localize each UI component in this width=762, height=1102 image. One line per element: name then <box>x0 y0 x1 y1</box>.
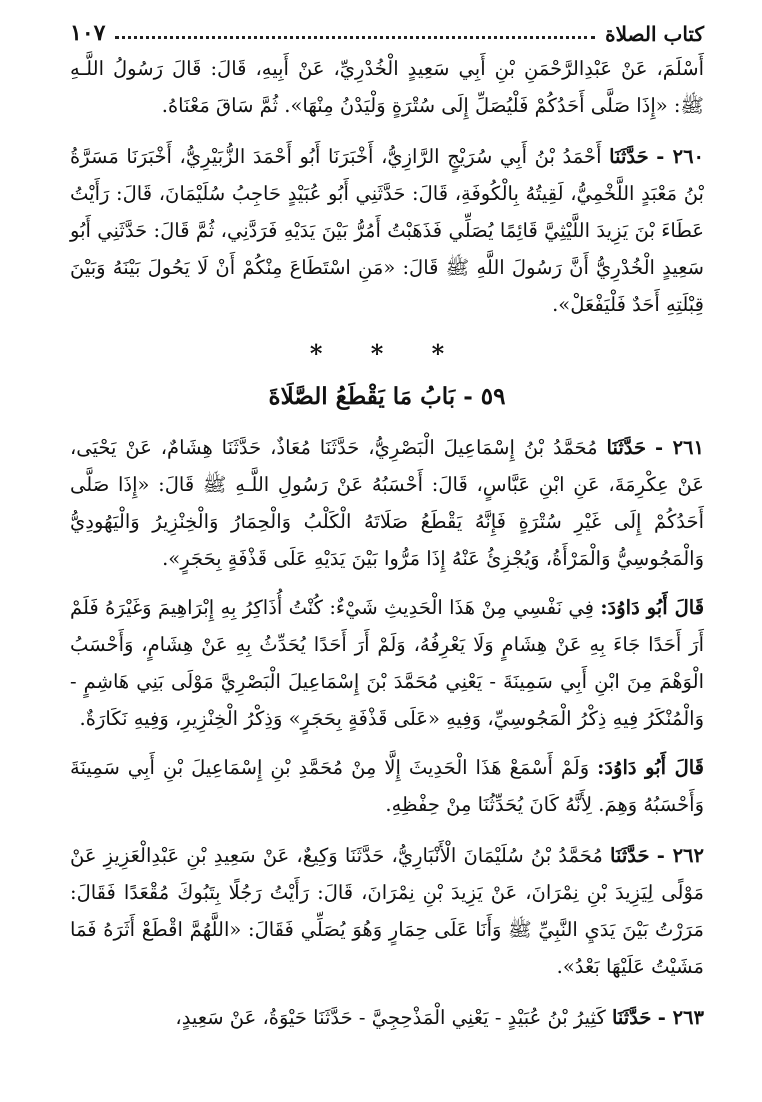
hadith-lead: حَدَّثَنَا <box>609 145 649 168</box>
hadith-text: مُحَمَّدُ بْنُ سُلَيْمَانَ الْأَنْبَارِيُّ، حَدَّثَنَا وَكِيعٌ، عَنْ سَعِيدِ بْنِ عَبْدِالْعَزِيزِ عَنْ مَوْلًى لِيَزِيدَ بْنِ نِمْرَانَ، عَنْ يَزِيدَ بْنِ نِمْرَانَ، قَالَ: رَأَيْتُ رَجُلًا بِتَبُوكَ مُقْعَدًا فَقَالَ: مَرَرْتُ بَيْنَ يَدَيِ النَّبِيِّ ﷺ وَأَنَا عَلَى حِمَارٍ وَهُوَ يُصَلِّي فَقَالَ: «اللَّهُمَّ اقْطَعْ أَثَرَهُ فَمَا مَشَيْتُ عَلَيْهَا بَعْدُ». <box>70 844 704 978</box>
commentary-text: فِي نَفْسِي مِنْ هَذَا الْحَدِيثِ شَيْءٌ: كُنْتُ أُذَاكِرُ بِهِ إِبْرَاهِيمَ وَغَيْرَهُ فَلَمْ أَرَ أَحَدًا جَاءَ بِهِ عَنْ هِشَامٍ وَلَا يَعْرِفُهُ، وَلَمْ أَرَ أَحَدًا يُحَدِّثُ بِهِ عَنْ هِشَامٍ، وَأَحْسَبُ الْوَهْمَ مِنَ ابْنِ أَبِي سَمِينَةَ - يَعْنِي مُحَمَّدَ بْنَ إِسْمَاعِيلَ الْبَصْرِيَّ مَوْلَى بَنِي هَاشِمٍ - وَالْمُنْكَرُ فِيهِ ذِكْرُ الْمَجُوسِيِّ، وَفِيهِ «عَلَى قَذْفَةٍ بِحَجَرٍ» وَذِكْرُ الْخِنْزِيرِ، وَفِيهِ نَكَارَةٌ. <box>70 596 704 730</box>
hadith-text: كَثِيرُ بْنُ عُبَيْدٍ - يَعْنِي الْمَذْحِجِيَّ - حَدَّثَنَا حَيْوَةُ، عَنْ سَعِيدٍ، <box>175 1006 606 1029</box>
hadith-text: مُحَمَّدُ بْنُ إِسْمَاعِيلَ الْبَصْرِيُّ، حَدَّثَنَا مُعَاذٌ، حَدَّثَنَا هِشَامٌ، عَنْ يَحْيَى، عَنْ عِكْرِمَةَ، عَنِ ابْنِ عَبَّاسٍ، قَالَ: أَحْسَبُهُ عَنْ رَسُولِ اللَّـهِ ﷺ قَالَ: «إِذَا صَلَّى أَحَدُكُمْ إِلَى غَيْرِ سُتْرَةٍ فَإِنَّهُ يَقْطَعُ صَلَاتَهُ الْكَلْبُ وَالْحِمَارُ وَالْخِنْزِيرُ وَالْيَهُودِيُّ وَالْمَجُوسِيُّ وَالْمَرْأَةُ، وَيُجْزِئُ عَنْهُ إِذَا مَرُّوا بَيْنَ يَدَيْهِ عَلَى قَذْفَةٍ بِحَجَرٍ». <box>70 436 704 570</box>
hadith-number: ٢٦٠ - <box>656 145 705 168</box>
hadith-number: ٢٦١ - <box>654 436 704 459</box>
hadith-261 <box>70 429 704 577</box>
hadith-262 <box>70 837 704 985</box>
running-header <box>70 12 704 46</box>
hadith-260 <box>70 138 704 323</box>
commentary-abu-dawud-1 <box>70 589 704 737</box>
hadith-number: ٢٦٣ - <box>657 1006 704 1029</box>
paragraph-intro <box>70 50 704 124</box>
chapter-title: ٥٩ - بَابُ مَا يَقْطَعُ الصَّلَاةَ <box>268 383 506 410</box>
hadith-number: ٢٦٢ - <box>656 844 704 867</box>
page-number: ١٠٧ <box>70 20 106 46</box>
hadith-263 <box>70 999 704 1036</box>
commentary-text: وَلَمْ أَسْمَعْ هَذَا الْحَدِيثَ إِلَّا مِنْ مُحَمَّدِ بْنِ إِسْمَاعِيلَ بْنِ أَبِي سَمِينَةَ وَأَحْسَبُهُ وَهِمَ. لِأَنَّهُ كَانَ يُحَدِّثُنَا مِنْ حِفْظِهِ. <box>70 756 704 816</box>
section-separator: * * * <box>309 339 465 368</box>
book-title: كتاب الصلاة <box>605 22 704 46</box>
hadith-lead: حَدَّثَنَا <box>606 436 647 459</box>
hadith-lead: حَدَّثَنَا <box>611 1006 652 1029</box>
commentary-abu-dawud-2 <box>70 749 704 823</box>
commentary-lead: قَالَ أَبُو دَاوُدَ: <box>600 596 705 619</box>
paragraph-text: أَسْلَمَ، عَنْ عَبْدِالرَّحْمَنِ بْنِ أَبِي سَعِيدٍ الْخُدْرِيِّ، عَنْ أَبِيهِ، قَالَ: قَالَ رَسُولُ اللَّـهِ ﷺ: «إِذَا صَلَّى أَحَدُكُمْ فَلْيُصَلِّ إِلَى سُتْرَةٍ وَلْيَدْنُ مِنْهَا». ثُمَّ سَاقَ مَعْنَاهُ. <box>70 57 704 117</box>
dotted-leader <box>115 36 595 39</box>
hadith-lead: حَدَّثَنَا <box>610 844 650 867</box>
hadith-text: أَحْمَدُ بْنُ أَبِي سُرَيْجٍ الرَّازِيُّ، أَخْبَرَنَا أَبُو أَحْمَدَ الزُّبَيْرِيُّ، أَخْبَرَنَا مَسَرَّةُ بْنُ مَعْبَدٍ اللَّخْمِيُّ، لَقِيتُهُ بِالْكُوفَةِ، قَالَ: حَدَّثَنِي أَبُو عُبَيْدٍ حَاجِبُ سُلَيْمَانَ، قَالَ: رَأَيْتُ عَطَاءَ بْنَ يَزِيدَ اللَّيْثِيَّ قَائِمًا يُصَلِّي فَذَهَبْتُ أَمُرُّ بَيْنَ يَدَيْهِ فَرَدَّنِي، ثُمَّ قَالَ: حَدَّثَنِي أَبُو سَعِيدٍ الْخُدْرِيُّ أَنَّ رَسُولَ اللَّهِ ﷺ قَالَ: «مَنِ اسْتَطَاعَ مِنْكُمْ أَنْ لَا يَحُولَ بَيْنَهُ وَبَيْنَ قِبْلَتِهِ أَحَدٌ فَلْيَفْعَلْ». <box>70 145 704 316</box>
commentary-lead: قَالَ أَبُو دَاوُدَ: <box>597 756 705 779</box>
